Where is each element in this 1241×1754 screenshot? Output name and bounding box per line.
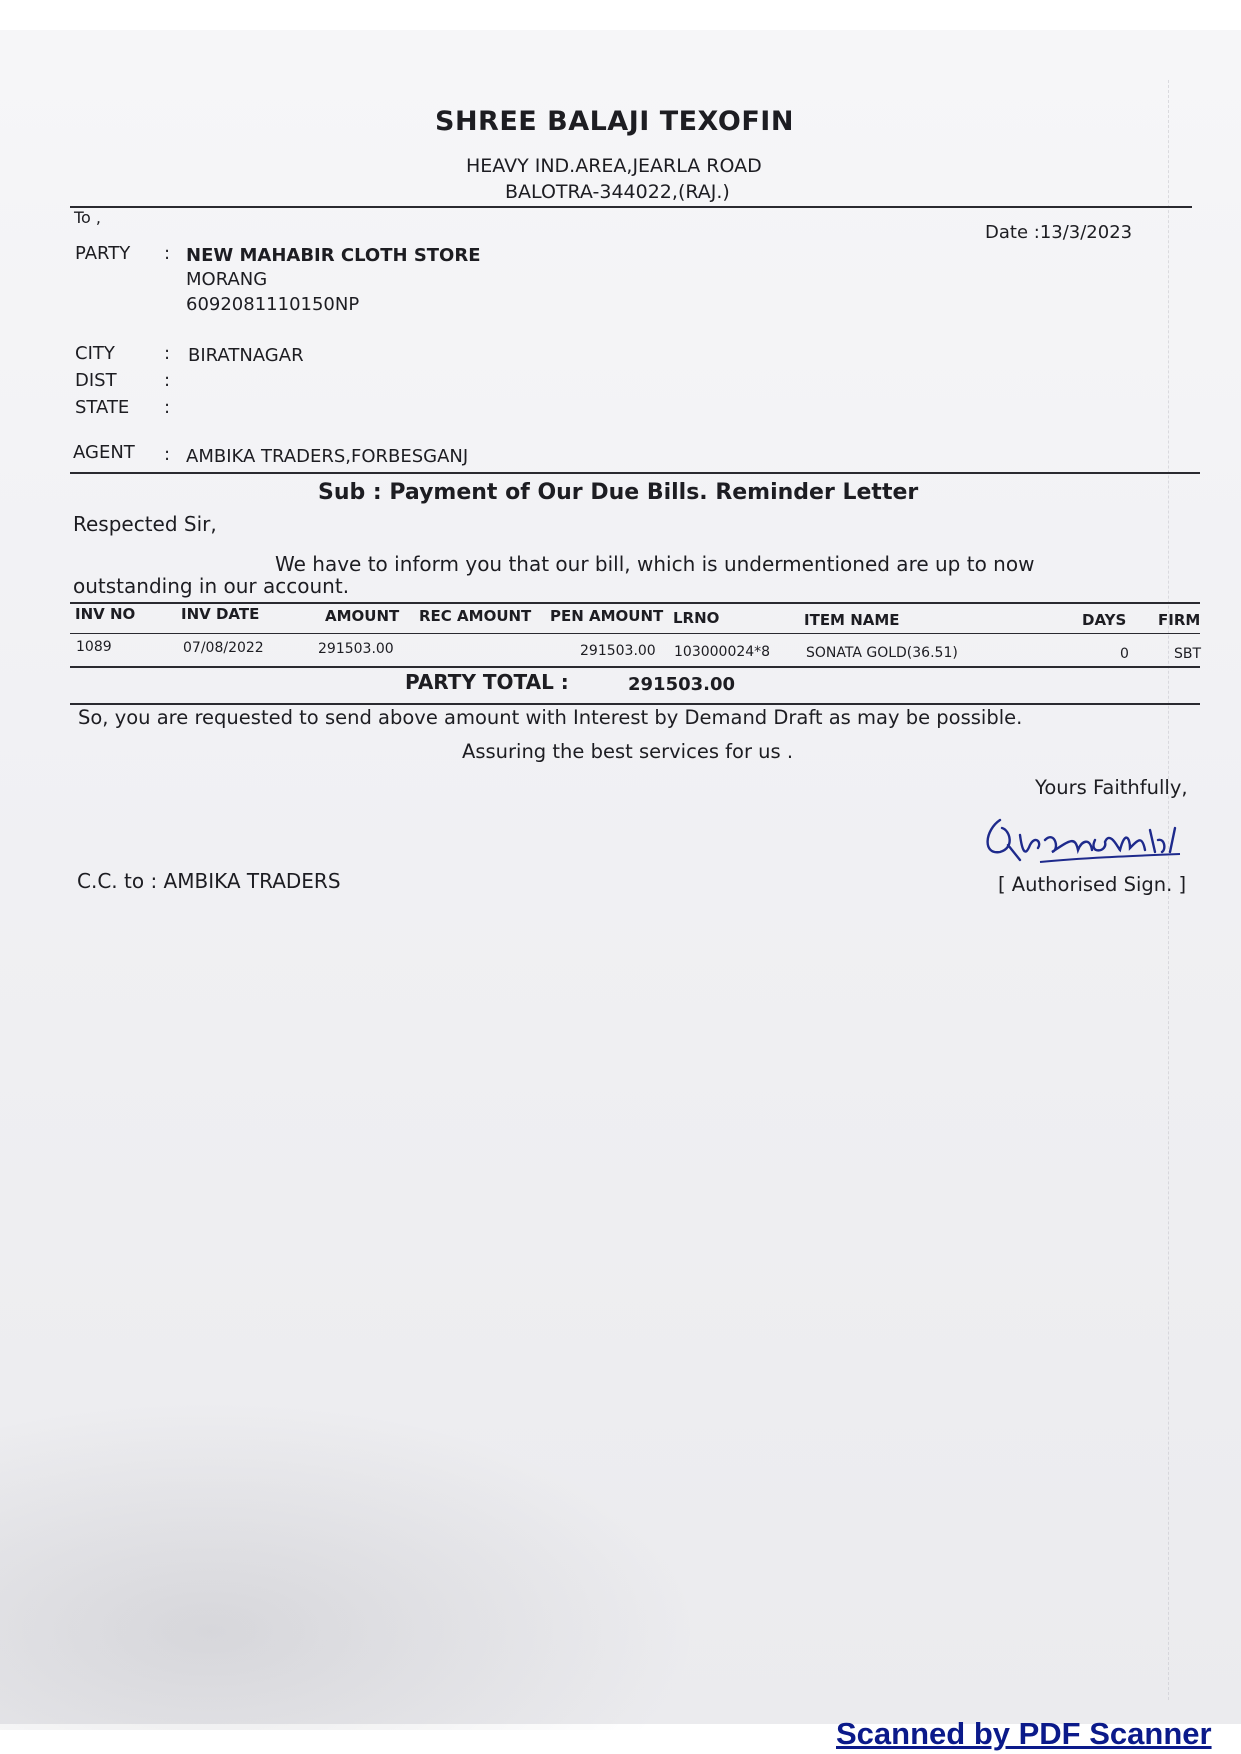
party-label: PARTY xyxy=(75,243,131,264)
th-inv-date: INV DATE xyxy=(181,605,260,623)
agent-value: AMBIKA TRADERS,FORBESGANJ xyxy=(186,446,469,467)
party-total-label: PARTY TOTAL : xyxy=(405,670,569,694)
party-total-value: 291503.00 xyxy=(628,674,736,695)
yours-faithfully: Yours Faithfully, xyxy=(1035,776,1188,799)
signature xyxy=(980,800,1200,870)
subject-line: Sub : Payment of Our Due Bills. Reminder Letter xyxy=(318,480,919,505)
body-line2: outstanding in our account. xyxy=(73,574,350,598)
party-colon: : xyxy=(164,243,171,264)
assurance-line: Assuring the best services for us . xyxy=(462,740,794,763)
company-address-line1: HEAVY IND.AREA,JEARLA ROAD xyxy=(466,155,762,177)
cell-inv-no: 1089 xyxy=(76,639,112,655)
th-days: DAYS xyxy=(1082,611,1127,629)
th-firm: FIRM xyxy=(1158,611,1201,629)
cell-pen-amount: 291503.00 xyxy=(580,643,656,659)
city-value: BIRATNAGAR xyxy=(188,345,304,366)
cell-amount: 291503.00 xyxy=(318,641,394,657)
city-label: CITY xyxy=(75,343,115,364)
agent-rule xyxy=(70,472,1200,474)
th-item-name: ITEM NAME xyxy=(804,611,900,629)
party-line2: MORANG xyxy=(186,269,268,290)
city-colon: : xyxy=(164,343,171,364)
th-inv-no: INV NO xyxy=(75,605,136,623)
company-address-line2: BALOTRA-344022,(RAJ.) xyxy=(505,181,730,203)
date-label-text: Date : xyxy=(985,222,1040,243)
state-label: STATE xyxy=(75,397,130,418)
party-line3: 6092081110150NP xyxy=(186,294,360,315)
shadow xyxy=(0,1400,700,1730)
to-label: To , xyxy=(74,208,102,227)
cell-item-name: SONATA GOLD(36.51) xyxy=(806,645,958,661)
agent-colon: : xyxy=(164,444,171,465)
date-label xyxy=(985,222,1132,243)
salutation: Respected Sir, xyxy=(73,512,217,536)
agent-label: AGENT xyxy=(73,442,135,463)
total-rule xyxy=(70,703,1200,705)
body-line1: We have to inform you that our bill, which is undermentioned are up to now xyxy=(275,552,1035,576)
cc-value: AMBIKA TRADERS xyxy=(163,869,341,893)
table-row-rule xyxy=(70,666,1200,668)
table-top-rule xyxy=(70,602,1200,604)
header-rule xyxy=(70,206,1192,208)
request-line: So, you are requested to send above amount with Interest by Demand Draft as may be possible. xyxy=(78,706,1023,729)
cc-label: C.C. to : xyxy=(77,869,158,893)
cell-inv-date: 07/08/2022 xyxy=(183,640,264,656)
th-amount: AMOUNT xyxy=(325,607,400,625)
th-pen-amount: PEN AMOUNT xyxy=(550,607,664,625)
dist-colon: : xyxy=(164,370,171,391)
date-value: 13/3/2023 xyxy=(1039,222,1133,243)
cell-lrno: 103000024*8 xyxy=(674,644,771,660)
scanner-watermark: Scanned by PDF Scanner xyxy=(836,1716,1212,1751)
state-colon: : xyxy=(164,397,171,418)
cell-firm: SBT xyxy=(1174,646,1202,662)
table-header-rule xyxy=(70,633,1200,634)
cell-days: 0 xyxy=(1120,646,1129,662)
dist-label: DIST xyxy=(75,370,117,391)
company-name: SHREE BALAJI TEXOFIN xyxy=(435,106,794,137)
party-name: NEW MAHABIR CLOTH STORE xyxy=(186,245,481,266)
th-rec-amount: REC AMOUNT xyxy=(419,607,532,625)
th-lrno: LRNO xyxy=(673,609,720,627)
cc-line xyxy=(77,869,341,893)
authorised-sign: [ Authorised Sign. ] xyxy=(998,873,1187,896)
